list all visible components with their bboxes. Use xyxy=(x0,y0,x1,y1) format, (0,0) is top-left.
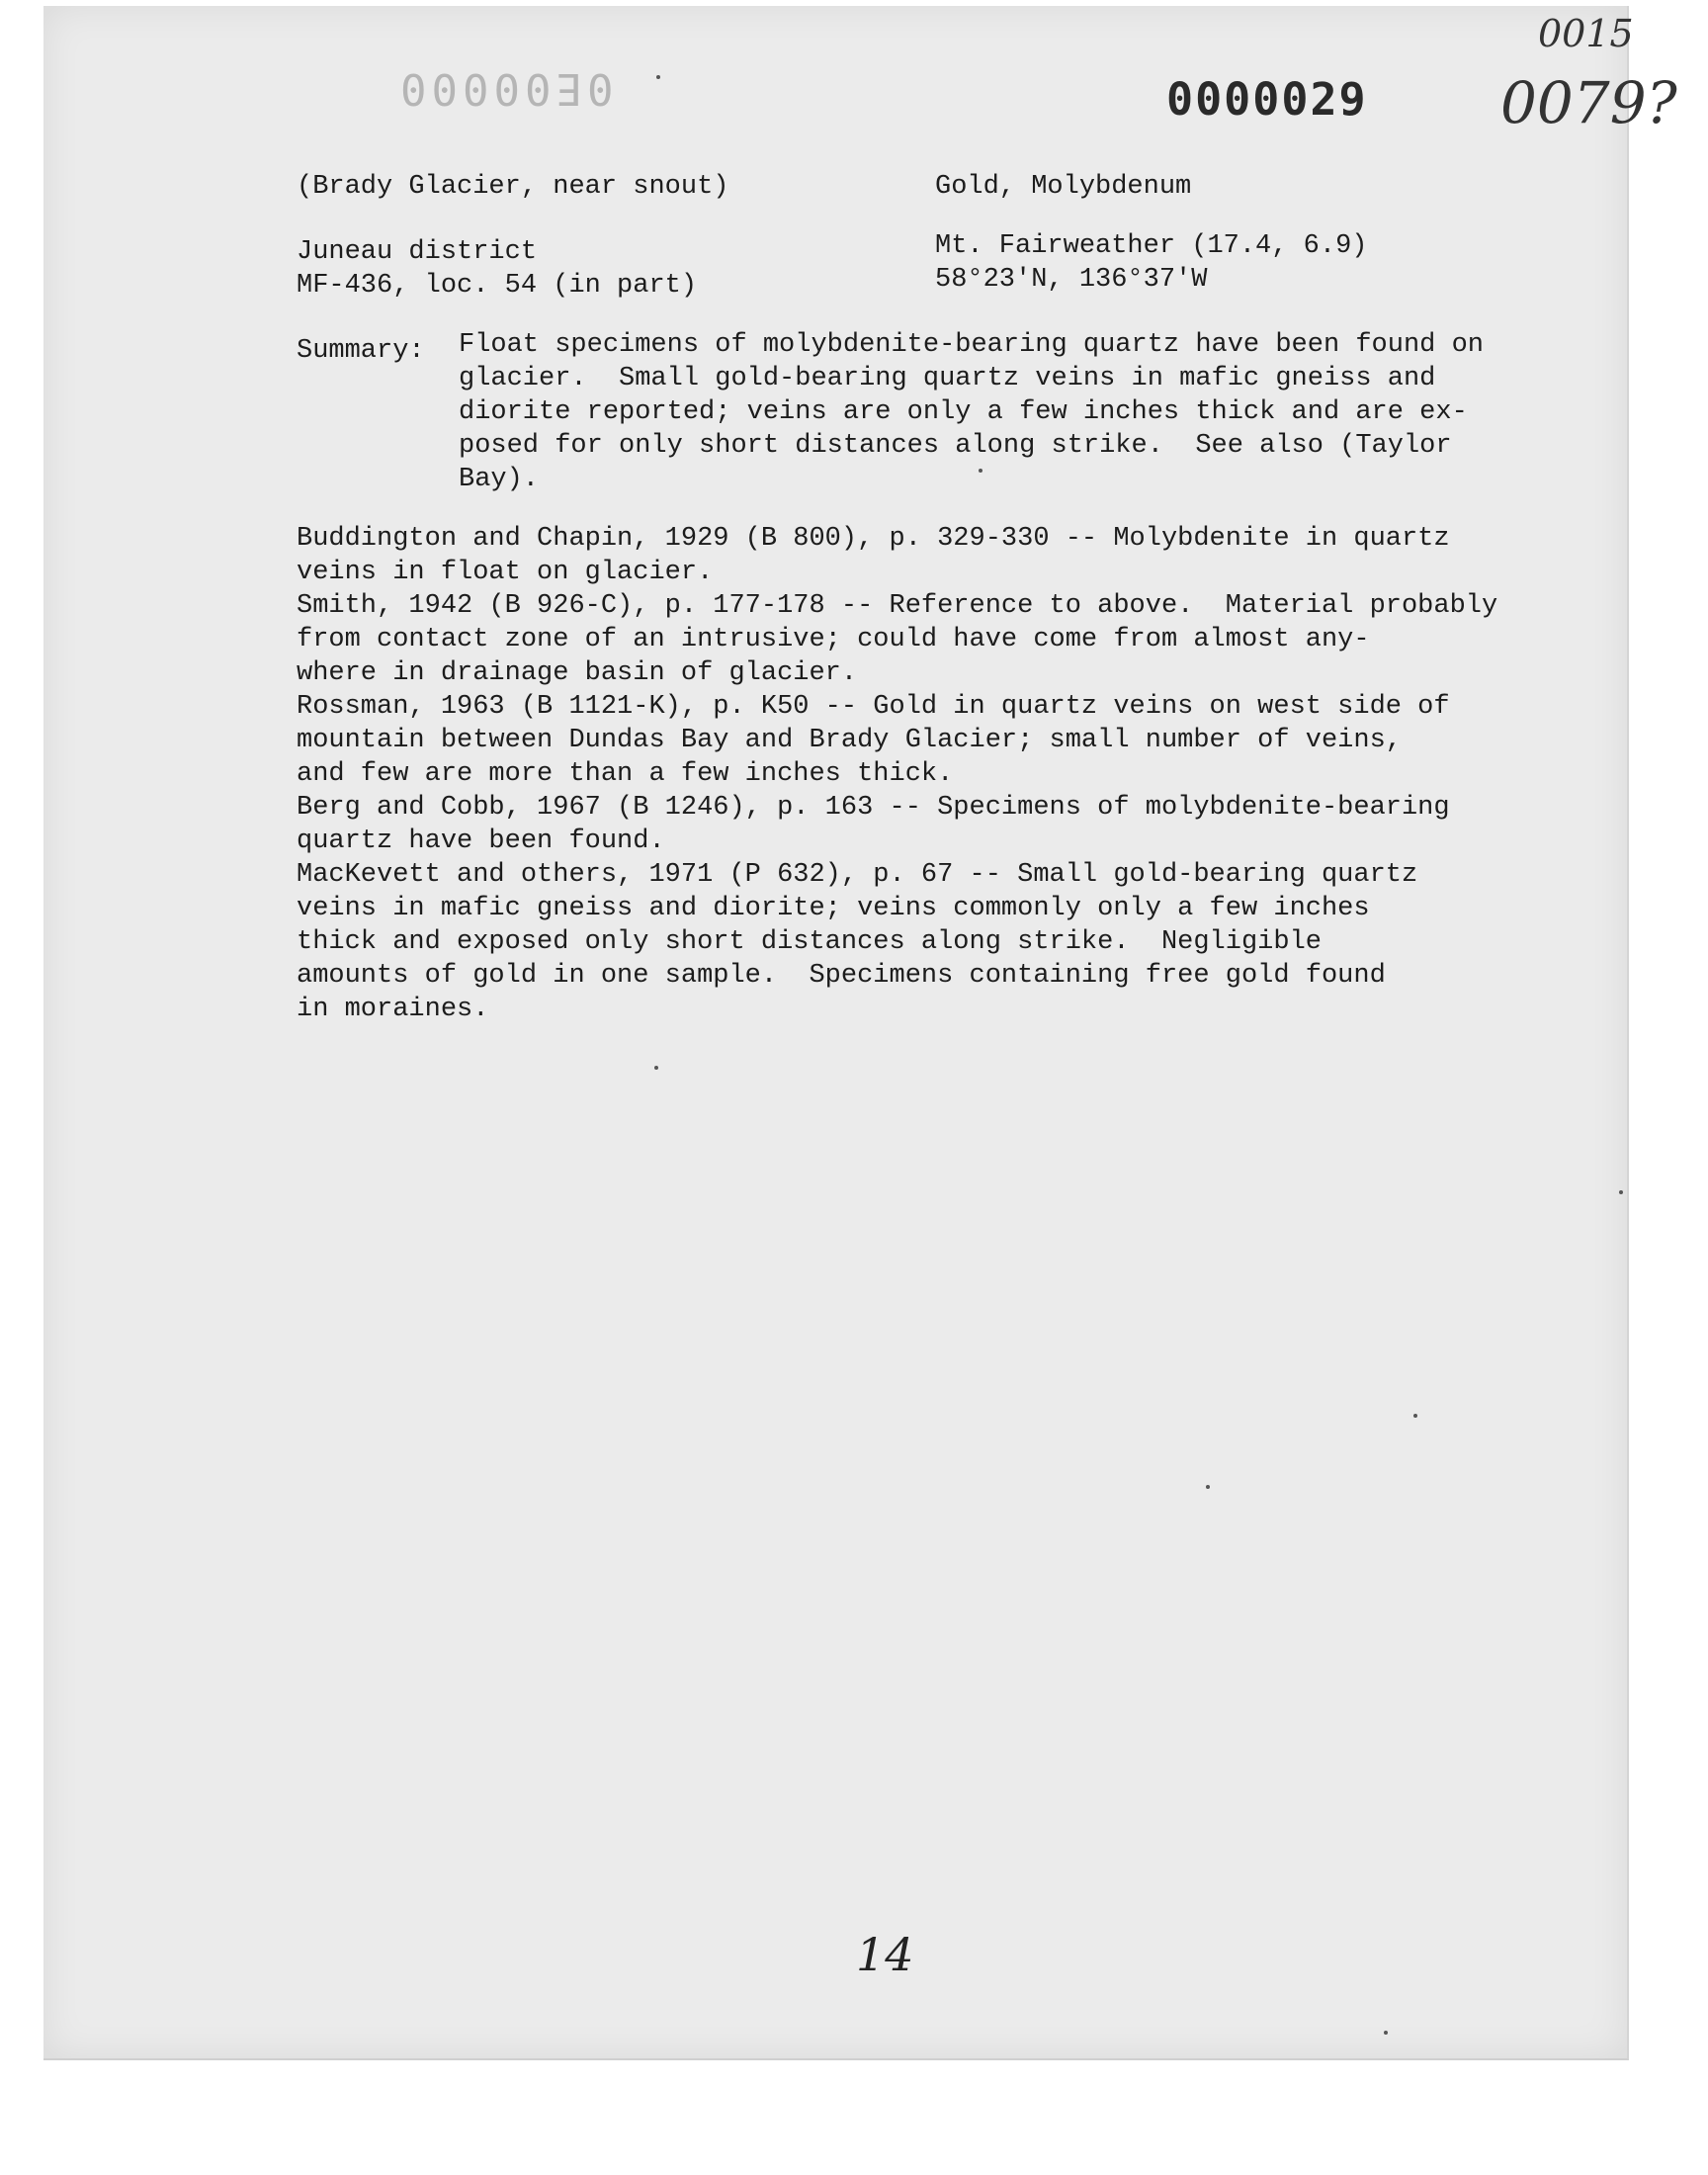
reference-line: thick and exposed only short distances along strike. Negligible xyxy=(297,927,1322,957)
reference-line: from contact zone of an intrusive; could have come from almost any- xyxy=(297,625,1370,654)
reference-line: and few are more than a few inches thick. xyxy=(297,759,954,789)
reference-entry xyxy=(297,589,1581,690)
summary-line: posed for only short distances along strike. See also (Taylor xyxy=(459,431,1452,461)
reference-entry xyxy=(297,690,1581,791)
reference-entry xyxy=(297,858,1581,1026)
summary-line: Float specimens of molybdenite-bearing quartz have been found on xyxy=(459,330,1484,360)
reference-line: amounts of gold in one sample. Specimens containing free gold found xyxy=(297,961,1386,991)
reference-line: Smith, 1942 (B 926-C), p. 177-178 -- Reference to above. Material probably xyxy=(297,591,1498,621)
summary-line: glacier. Small gold-bearing quartz veins in mafic gneiss and xyxy=(459,364,1436,393)
summary-label: Summary: xyxy=(297,336,425,366)
scan-speck xyxy=(1619,1190,1623,1194)
handwritten-page-number: 14 xyxy=(856,1928,914,1981)
reference-line: quartz have been found. xyxy=(297,826,665,856)
faded-stamp-number: 0E00000 xyxy=(395,63,614,114)
map-location-ref: MF-436, loc. 54 (in part) xyxy=(297,271,698,301)
reference-entry xyxy=(297,522,1581,589)
references-list xyxy=(297,522,1581,1026)
district-block xyxy=(297,235,697,303)
scan-speck xyxy=(1206,1485,1210,1489)
district-name: Juneau district xyxy=(297,237,538,267)
handwritten-top-number: 0015 xyxy=(1538,12,1634,55)
scan-speck xyxy=(979,469,982,473)
handwritten-record-number: 0079? xyxy=(1500,69,1677,136)
coordinates: 58°23'N, 136°37'W xyxy=(935,265,1208,295)
reference-line: Buddington and Chapin, 1929 (B 800), p. 329-330 -- Molybdenite in quartz xyxy=(297,524,1450,554)
reference-entry xyxy=(297,791,1581,858)
reference-line: Rossman, 1963 (B 1121-K), p. K50 -- Gold in quartz veins on west side of xyxy=(297,692,1450,722)
reference-line: where in drainage basin of glacier. xyxy=(297,658,858,688)
summary-line: Bay). xyxy=(459,465,540,494)
reference-line: mountain between Dundas Bay and Brady Glacier; small number of veins, xyxy=(297,726,1402,755)
quadrangle-block xyxy=(935,229,1367,297)
quadrangle-name: Mt. Fairweather (17.4, 6.9) xyxy=(935,231,1368,261)
reference-line: Berg and Cobb, 1967 (B 1246), p. 163 -- Specimens of molybdenite-bearing xyxy=(297,793,1450,823)
document-number-stamp: 0000029 xyxy=(1166,73,1368,126)
summary-line: diorite reported; veins are only a few inches thick and are ex- xyxy=(459,397,1468,427)
scan-speck xyxy=(656,75,660,79)
reference-line: veins in mafic gneiss and diorite; veins commonly only a few inches xyxy=(297,894,1370,923)
reference-line: veins in float on glacier. xyxy=(297,558,714,587)
location-title: (Brady Glacier, near snout) xyxy=(297,172,729,202)
reference-line: in moraines. xyxy=(297,995,489,1024)
scanned-page xyxy=(43,6,1677,2060)
reference-line: MacKevett and others, 1971 (P 632), p. 67 -- Small gold-bearing quartz xyxy=(297,860,1418,890)
summary-text xyxy=(459,328,1484,496)
scan-speck xyxy=(1384,2031,1388,2035)
scan-speck xyxy=(1413,1414,1417,1418)
scan-speck xyxy=(654,1066,658,1070)
commodities: Gold, Molybdenum xyxy=(935,172,1192,202)
